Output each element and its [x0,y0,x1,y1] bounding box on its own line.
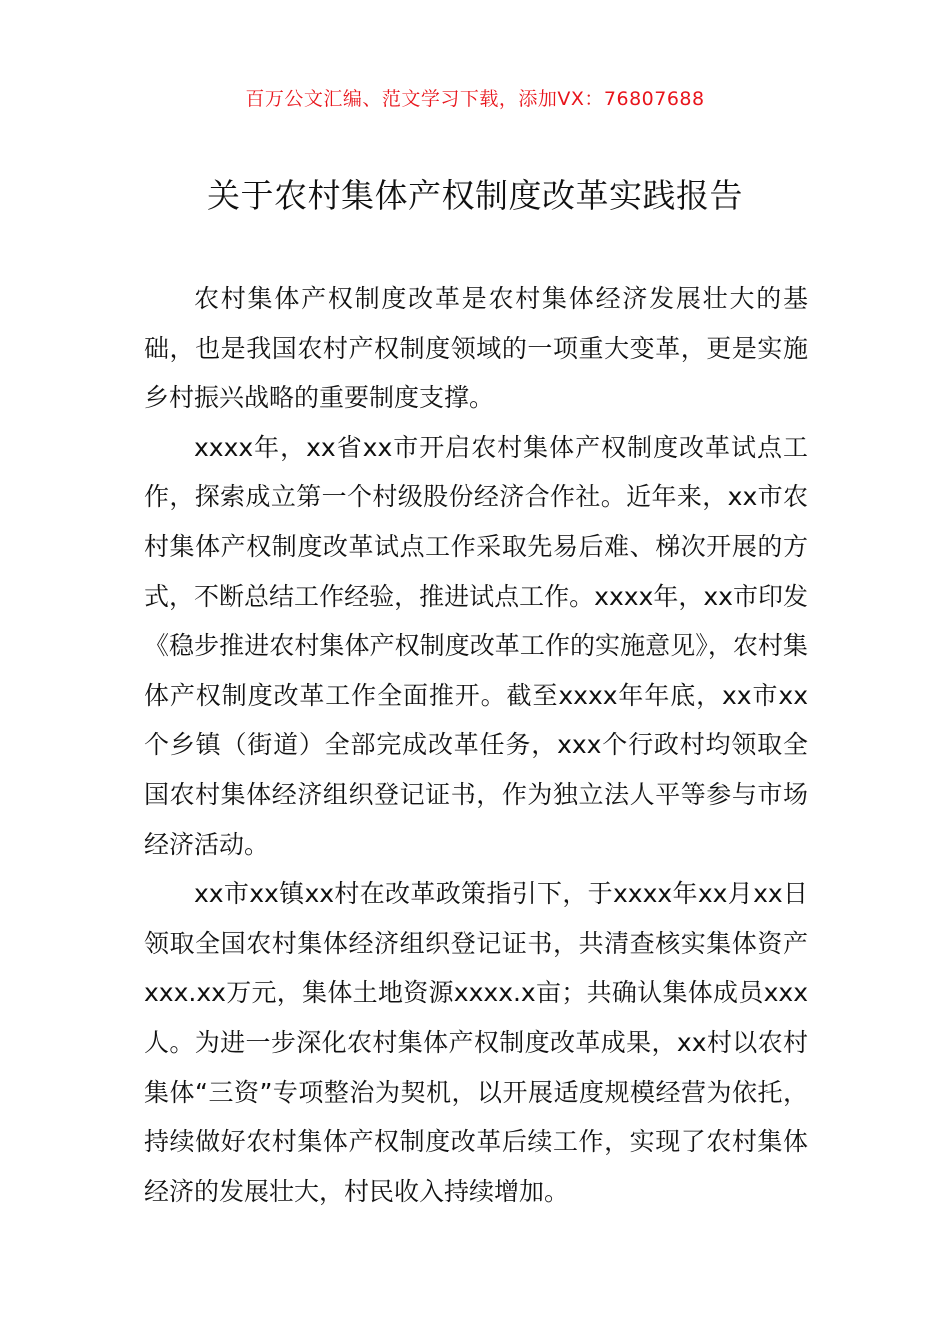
page-title: 关于农村集体产权制度改革实践报告 [207,176,743,215]
document-body [144,274,808,1216]
paragraph-village-case: xx市xx镇xx村在改革政策指引下，于xxxx年xx月xx日领取全国农村集体经济组织登记证书，共清查核实集体资产xxx.xx万元，集体土地资源xxxx.x亩；共确认集体成员xxx人。为进一步深化农村集体产权制度改革成果，xx村以农村集体“三资”专项整治为契机，以开展适度规模经营为依托，持续做好农村集体产权制度改革后续工作，实现了农村集体经济的发展壮大，村民收入持续增加。 [144,879,808,1206]
paragraph-intro: 农村集体产权制度改革是农村集体经济发展壮大的基础，也是我国农村产权制度领域的一项重大变革，更是实施乡村振兴战略的重要制度支撑。 [144,284,808,413]
paragraph-background: xxxx年，xx省xx市开启农村集体产权制度改革试点工作，探索成立第一个村级股份经济合作社。近年来，xx市农村集体产权制度改革试点工作采取先易后难、梯次开展的方式，不断总结工作经验，推进试点工作。xxxx年，xx市印发《稳步推进农村集体产权制度改革工作的实施意见》，农村集体产权制度改革工作全面推开。截至xxxx年年底，xx市xx个乡镇（街道）全部完成改革任务，xxx个行政村均领取全国农村集体经济组织登记证书，作为独立法人平等参与市场经济活动。 [144,432,808,859]
promo-banner: 百万公文汇编、范文学习下载，添加VX：76807688 [245,88,705,110]
